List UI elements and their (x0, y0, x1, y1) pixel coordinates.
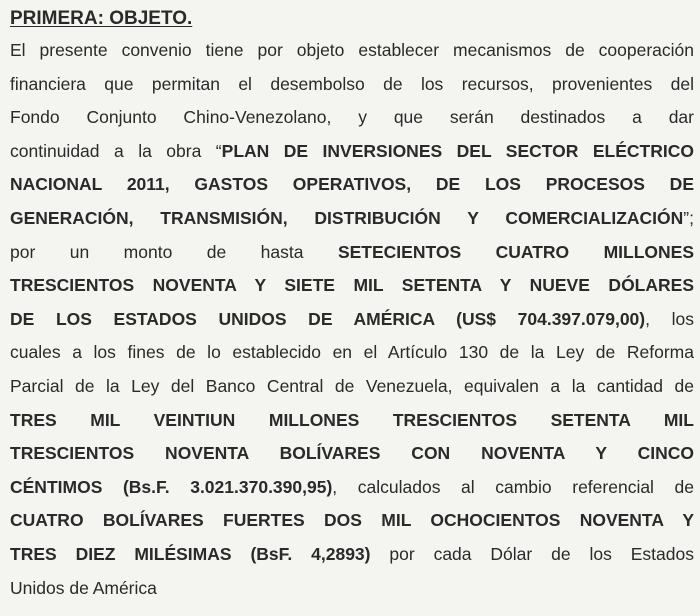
paragraph-line (10, 168, 694, 202)
text-run: ”; (683, 207, 694, 228)
paragraph-line (10, 437, 694, 471)
paragraph-line (10, 504, 694, 538)
section-heading-suffix: . (187, 8, 193, 29)
paragraph-line (10, 572, 694, 606)
text-run: por un monto de hasta (10, 241, 338, 262)
paragraph-line (10, 538, 694, 572)
bold-text-run: CUATRO BOLÍVARES FUERTES DOS MIL OCHOCIENTOS NOVENTA Y (10, 510, 694, 531)
paragraph-line (10, 236, 694, 270)
bold-text-run: TRES DIEZ MILÉSIMAS (BsF. 4,2893) (10, 543, 371, 564)
text-run: Fondo Conjunto Chino-Venezolano, y que serán destinados a dar (10, 107, 694, 128)
bold-text-run: DE LOS ESTADOS UNIDOS DE AMÉRICA (US$ 704.397.079,00) (10, 308, 646, 329)
paragraph-line (10, 471, 694, 505)
bold-text-run: SETECIENTOS CUATRO MILLONES (337, 241, 695, 262)
paragraph-line (10, 303, 694, 337)
text-run: El presente convenio tiene por objeto establecer mecanismos de cooperación (10, 40, 694, 60)
bold-text-run: GENERACIÓN, TRANSMISIÓN, DISTRIBUCIÓN Y COMERCIALIZACIÓN (10, 207, 684, 228)
paragraph-line (10, 135, 694, 169)
text-run: continuidad a la obra “ (10, 140, 222, 161)
paragraph-line (10, 370, 694, 404)
paragraph-line (10, 68, 694, 102)
paragraph-line (10, 101, 694, 135)
bold-text-run: TRES MIL VEINTIUN MILLONES TRESCIENTOS SETENTA MIL (10, 409, 694, 430)
bold-text-run: TRESCIENTOS NOVENTA Y SIETE MIL SETENTA Y NUEVE DÓLARES (10, 275, 694, 296)
bold-text-run: NACIONAL 2011, GASTOS OPERATIVOS, DE LOS PROCESOS DE (10, 174, 694, 195)
paragraph-line (10, 336, 694, 370)
text-run: , calculados al cambio referencial de (332, 476, 695, 497)
paragraph-line (10, 202, 694, 236)
paragraph-body (10, 34, 694, 605)
text-run: cuales a los fines de lo establecido en el Artículo 130 de la Ley de Reforma (10, 342, 694, 363)
text-run: por cada Dólar de los Estados (370, 543, 694, 564)
text-run: Parcial de la Ley del Banco Central de Venezuela, equivalen a la cantidad de (10, 375, 694, 396)
text-run: Unidos de América (10, 577, 157, 598)
paragraph-line (10, 34, 694, 68)
bold-text-run: PLAN DE INVERSIONES DEL SECTOR ELÉCTRICO (221, 140, 694, 161)
section-heading (10, 4, 694, 34)
section-heading-text: PRIMERA: OBJETO (10, 8, 188, 29)
bold-text-run: TRESCIENTOS NOVENTA BOLÍVARES CON NOVENTA Y CINCO (10, 443, 694, 464)
paragraph-line (10, 404, 694, 438)
paragraph-line (10, 269, 694, 303)
text-run: , los (645, 308, 694, 329)
bold-text-run: CÉNTIMOS (Bs.F. 3.021.370.390,95) (10, 476, 333, 497)
text-run: financiera que permitan el desembolso de los recursos, provenientes del (10, 73, 694, 94)
